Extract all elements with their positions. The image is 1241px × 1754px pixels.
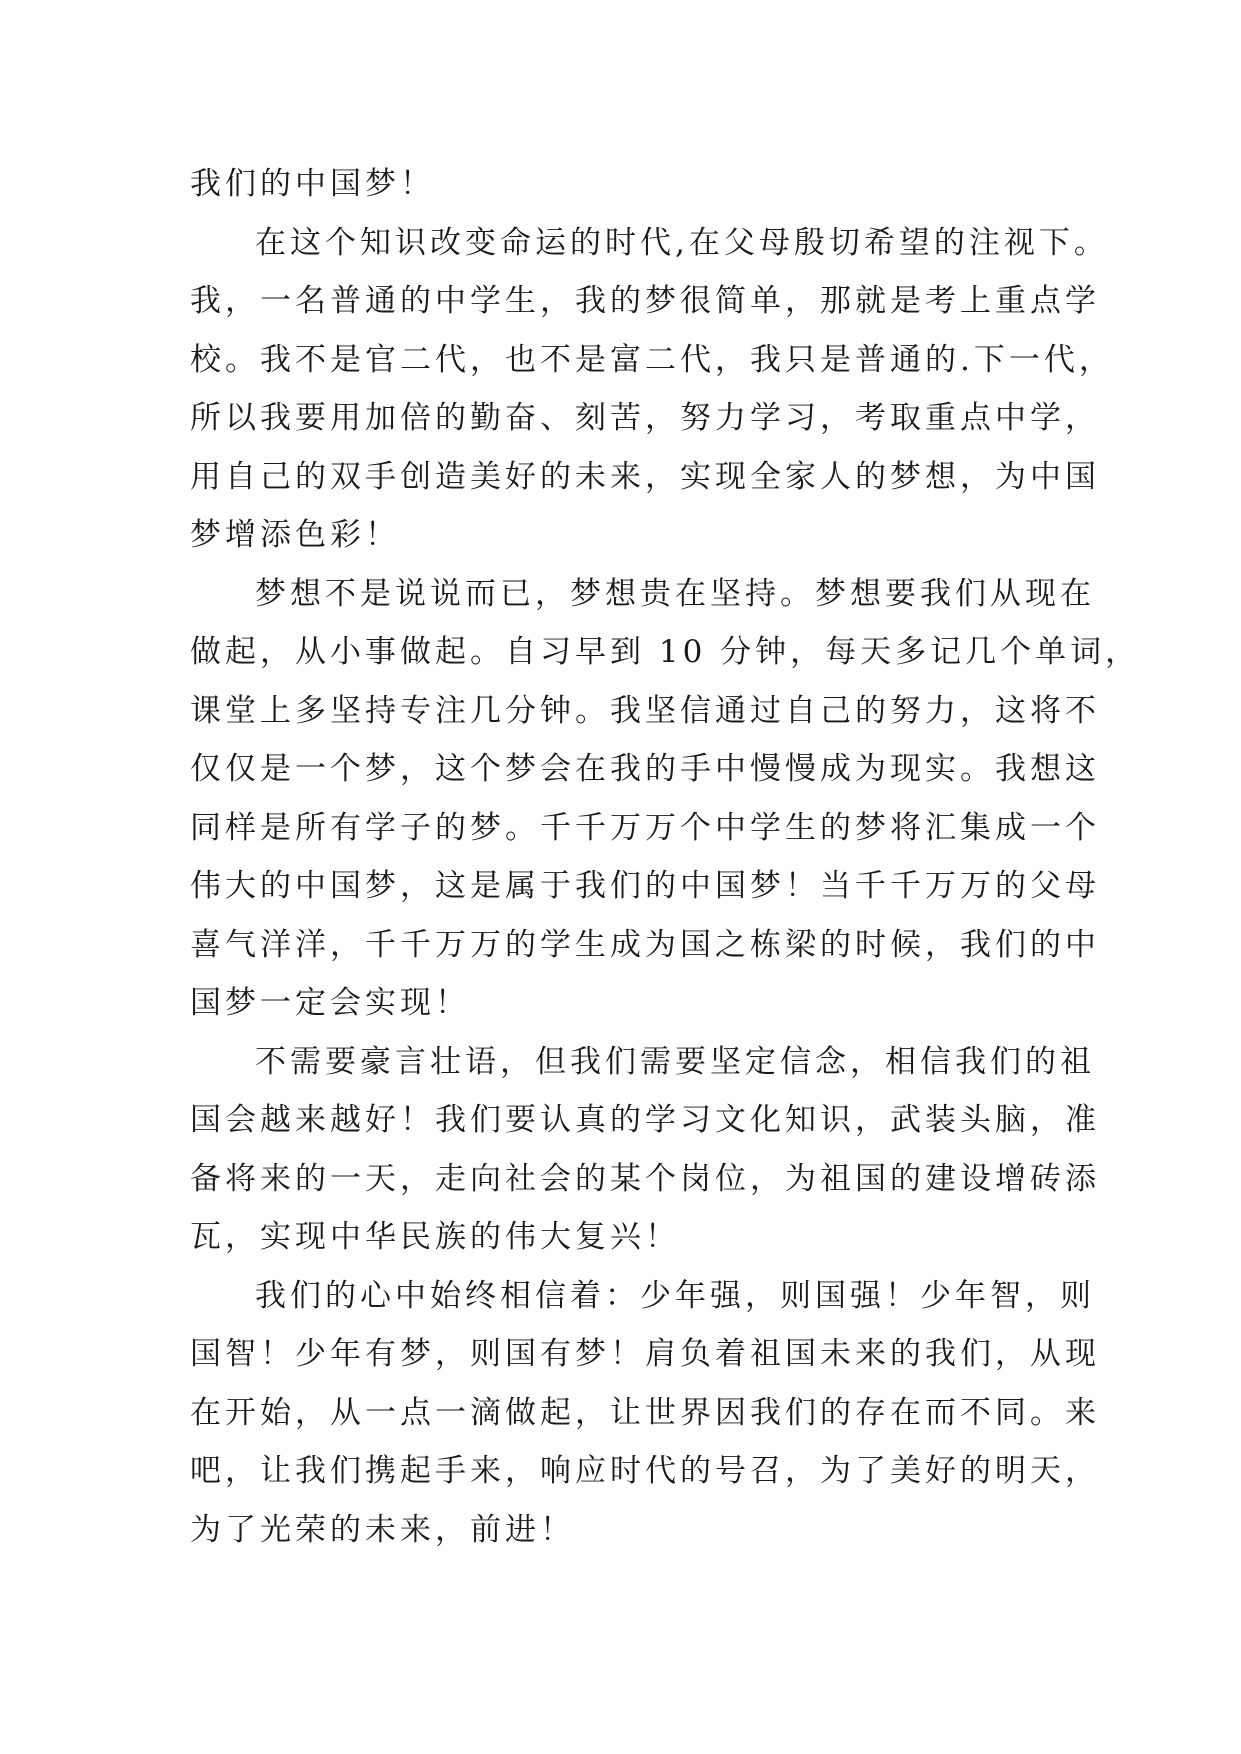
- text-line: 在开始，从一点一滴做起，让世界因我们的存在而不同。来: [190, 1394, 1100, 1431]
- text-line: 我们的中国梦！: [190, 166, 435, 202]
- text-line: 校。我不是官二代，也不是富二代，我只是普通的.下一代，: [190, 341, 1114, 378]
- text-line: 国智！少年有梦，则国有梦！肩负着祖国未来的我们，从现: [190, 1336, 1100, 1372]
- text-line: 备将来的一天，走向社会的某个岗位，为祖国的建设增砖添: [190, 1160, 1100, 1197]
- text-line: 做起，从小事做起。自习早到 10 分钟，每天多记几个单词，: [190, 634, 1141, 670]
- text-line: 国梦一定会实现！: [190, 985, 470, 1021]
- text-line: 瓦，实现中华民族的伟大复兴！: [190, 1219, 680, 1255]
- text-line: 我，一名普通的中学生，我的梦很简单，那就是考上重点学: [190, 283, 1100, 319]
- text-line: 梦增添色彩！: [190, 517, 400, 553]
- text-line: 所以我要用加倍的勤奋、刻苦，努力学习，考取重点中学，: [190, 400, 1100, 436]
- text-line: 用自己的双手创造美好的未来，实现全家人的梦想，为中国: [190, 458, 1100, 495]
- text-line: 仅仅是一个梦，这个梦会在我的手中慢慢成为现实。我想这: [190, 751, 1100, 787]
- document-body: [190, 155, 1141, 1559]
- text-line: 国会越来越好！我们要认真的学习文化知识，武装头脑，准: [190, 1102, 1100, 1138]
- paragraph-first-line: 不需要豪言壮语，但我们需要坚定信念，相信我们的祖: [255, 1043, 1095, 1080]
- text-line: 课堂上多坚持专注几分钟。我坚信通过自己的努力，这将不: [190, 692, 1100, 729]
- text-line: 吧，让我们携起手来，响应时代的号召，为了美好的明天，: [190, 1453, 1100, 1489]
- paragraph-first-line: 我们的心中始终相信着：少年强，则国强！少年智，则: [255, 1277, 1095, 1314]
- paragraph-first-line: 在这个知识改变命运的时代,在父母殷切希望的注视下。: [255, 224, 1109, 261]
- text-line: 喜气洋洋，千千万万的学生成为国之栋梁的时候，我们的中: [190, 926, 1100, 963]
- text-line: 同样是所有学子的梦。千千万万个中学生的梦将汇集成一个: [190, 809, 1100, 846]
- text-line: 伟大的中国梦，这是属于我们的中国梦！当千千万万的父母: [190, 868, 1100, 904]
- paragraph-first-line: 梦想不是说说而已，梦想贵在坚持。梦想要我们从现在: [255, 575, 1095, 612]
- text-line: 为了光荣的未来，前进！: [190, 1511, 575, 1548]
